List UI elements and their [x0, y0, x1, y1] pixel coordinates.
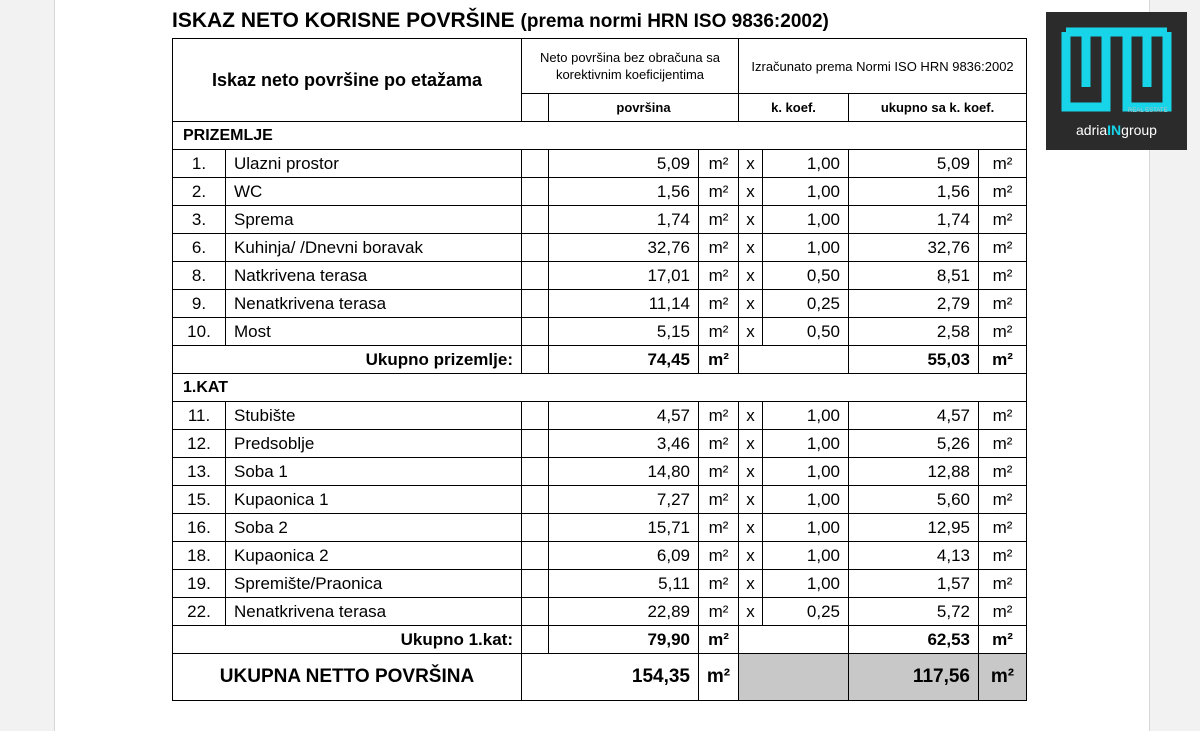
- room-name: Most: [226, 318, 522, 346]
- unit-label: m²: [699, 458, 739, 486]
- room-area: 11,14: [549, 290, 699, 318]
- unit-label: m²: [979, 178, 1027, 206]
- unit-label: m²: [699, 262, 739, 290]
- room-total: 5,26: [849, 430, 979, 458]
- room-coefficient: 1,00: [763, 234, 849, 262]
- blank-cell: [522, 346, 549, 374]
- unit-label: m²: [979, 150, 1027, 178]
- room-number: 11.: [173, 402, 226, 430]
- room-total: 8,51: [849, 262, 979, 290]
- header-blank-cell: [522, 94, 549, 122]
- unit-label: m²: [699, 318, 739, 346]
- unit-label: m²: [699, 206, 739, 234]
- room-name: Kupaonica 2: [226, 542, 522, 570]
- blank-cell: [522, 626, 549, 654]
- unit-label: m²: [699, 346, 739, 374]
- blank-cell: [522, 542, 549, 570]
- unit-label: m²: [979, 514, 1027, 542]
- title-subtitle: (prema normi HRN ISO 9836:2002): [520, 11, 829, 32]
- room-number: 13.: [173, 458, 226, 486]
- times-sign: x: [739, 150, 763, 178]
- table-row: [173, 458, 1027, 486]
- page-title: [172, 9, 829, 33]
- table-row: [173, 542, 1027, 570]
- room-coefficient: 0,50: [763, 318, 849, 346]
- times-sign: x: [739, 206, 763, 234]
- blank-cell: [522, 486, 549, 514]
- unit-label: m²: [979, 262, 1027, 290]
- times-sign: x: [739, 234, 763, 262]
- room-number: 15.: [173, 486, 226, 514]
- unit-label: m²: [979, 206, 1027, 234]
- blank-cell: [522, 290, 549, 318]
- room-name: Kuhinja/ /Dnevni boravak: [226, 234, 522, 262]
- room-total: 4,13: [849, 542, 979, 570]
- room-name: Stubište: [226, 402, 522, 430]
- times-sign: x: [739, 178, 763, 206]
- room-number: 12.: [173, 430, 226, 458]
- subtotal-area: 79,90: [549, 626, 699, 654]
- times-sign: x: [739, 290, 763, 318]
- header-col-povrsina: površina: [549, 94, 739, 122]
- title-main: ISKAZ NETO KORISNE POVRŠINE: [172, 9, 515, 32]
- times-sign: x: [739, 486, 763, 514]
- blank-cell: [522, 598, 549, 626]
- grand-total-area: 154,35: [522, 654, 699, 701]
- header-floor-title: Iskaz neto površine po etažama: [173, 39, 522, 122]
- unit-label: m²: [699, 598, 739, 626]
- room-area: 32,76: [549, 234, 699, 262]
- room-coefficient: 1,00: [763, 570, 849, 598]
- logo-tagline: REAL ESTATE: [1128, 108, 1168, 114]
- room-total: 2,58: [849, 318, 979, 346]
- section-row: [173, 374, 1027, 402]
- unit-label: m²: [979, 458, 1027, 486]
- room-number: 16.: [173, 514, 226, 542]
- times-sign: x: [739, 542, 763, 570]
- room-area: 5,09: [549, 150, 699, 178]
- subtotal-area: 74,45: [549, 346, 699, 374]
- blank-cell: [522, 318, 549, 346]
- room-number: 9.: [173, 290, 226, 318]
- subtotal-row: [173, 626, 1027, 654]
- subtotal-total: 62,53: [849, 626, 979, 654]
- unit-label: m²: [699, 402, 739, 430]
- room-total: 4,57: [849, 402, 979, 430]
- subtotal-label: Ukupno prizemlje:: [173, 346, 522, 374]
- blank-cell: [522, 430, 549, 458]
- unit-label: m²: [699, 150, 739, 178]
- room-coefficient: 0,25: [763, 598, 849, 626]
- room-coefficient: 1,00: [763, 402, 849, 430]
- times-sign: x: [739, 458, 763, 486]
- room-name: Nenatkrivena terasa: [226, 598, 522, 626]
- room-total: 1,57: [849, 570, 979, 598]
- room-area: 22,89: [549, 598, 699, 626]
- times-sign: x: [739, 570, 763, 598]
- unit-label: m²: [979, 654, 1027, 701]
- unit-label: m²: [699, 290, 739, 318]
- subtotal-row: [173, 346, 1027, 374]
- blank-cell: [739, 346, 849, 374]
- table-row: [173, 234, 1027, 262]
- room-total: 1,56: [849, 178, 979, 206]
- room-coefficient: 1,00: [763, 150, 849, 178]
- room-area: 3,46: [549, 430, 699, 458]
- times-sign: x: [739, 402, 763, 430]
- section-label: PRIZEMLJE: [173, 122, 1027, 150]
- area-table: [172, 38, 1027, 701]
- room-name: Natkrivena terasa: [226, 262, 522, 290]
- room-name: Kupaonica 1: [226, 486, 522, 514]
- room-total: 2,79: [849, 290, 979, 318]
- grand-total-label: UKUPNA NETTO POVRŠINA: [173, 654, 522, 701]
- table-row: [173, 206, 1027, 234]
- room-name: Nenatkrivena terasa: [226, 290, 522, 318]
- room-area: 5,11: [549, 570, 699, 598]
- times-sign: x: [739, 262, 763, 290]
- room-number: 8.: [173, 262, 226, 290]
- unit-label: m²: [979, 570, 1027, 598]
- room-coefficient: 1,00: [763, 430, 849, 458]
- blank-cell: [522, 570, 549, 598]
- unit-label: m²: [979, 542, 1027, 570]
- room-total: 12,88: [849, 458, 979, 486]
- table-row: [173, 598, 1027, 626]
- room-area: 7,27: [549, 486, 699, 514]
- room-number: 6.: [173, 234, 226, 262]
- unit-label: m²: [699, 626, 739, 654]
- subtotal-total: 55,03: [849, 346, 979, 374]
- room-name: Ulazni prostor: [226, 150, 522, 178]
- unit-label: m²: [699, 178, 739, 206]
- room-number: 2.: [173, 178, 226, 206]
- table-row: [173, 570, 1027, 598]
- blank-cell: [522, 514, 549, 542]
- section-label: 1.KAT: [173, 374, 1027, 402]
- room-number: 18.: [173, 542, 226, 570]
- unit-label: m²: [979, 626, 1027, 654]
- blank-cell: [522, 262, 549, 290]
- table-row: [173, 486, 1027, 514]
- room-coefficient: 1,00: [763, 514, 849, 542]
- room-number: 19.: [173, 570, 226, 598]
- room-total: 32,76: [849, 234, 979, 262]
- unit-label: m²: [979, 290, 1027, 318]
- room-total: 5,60: [849, 486, 979, 514]
- room-coefficient: 1,00: [763, 206, 849, 234]
- blank-cell: [522, 178, 549, 206]
- room-coefficient: 1,00: [763, 458, 849, 486]
- table-row: [173, 402, 1027, 430]
- room-coefficient: 1,00: [763, 486, 849, 514]
- logo-text: adriaINgroup: [1076, 122, 1157, 138]
- table-row: [173, 318, 1027, 346]
- room-area: 1,56: [549, 178, 699, 206]
- room-coefficient: 1,00: [763, 178, 849, 206]
- room-area: 5,15: [549, 318, 699, 346]
- header-neto: Neto površina bez obračuna sa korektivnim koeficijentima: [522, 39, 739, 94]
- room-area: 1,74: [549, 206, 699, 234]
- unit-label: m²: [699, 654, 739, 701]
- blank-cell: [522, 234, 549, 262]
- company-logo: [1046, 12, 1187, 150]
- room-number: 1.: [173, 150, 226, 178]
- grey-cell: [739, 654, 849, 701]
- room-area: 17,01: [549, 262, 699, 290]
- unit-label: m²: [699, 430, 739, 458]
- blank-cell: [522, 206, 549, 234]
- times-sign: x: [739, 514, 763, 542]
- room-area: 15,71: [549, 514, 699, 542]
- table-row: [173, 262, 1027, 290]
- unit-label: m²: [979, 346, 1027, 374]
- unit-label: m²: [979, 402, 1027, 430]
- grand-total-row: [173, 654, 1027, 701]
- room-area: 4,57: [549, 402, 699, 430]
- header-iso: Izračunato prema Normi ISO HRN 9836:2002: [739, 39, 1027, 94]
- unit-label: m²: [699, 514, 739, 542]
- unit-label: m²: [979, 486, 1027, 514]
- room-area: 14,80: [549, 458, 699, 486]
- blank-cell: [522, 150, 549, 178]
- room-total: 1,74: [849, 206, 979, 234]
- room-area: 6,09: [549, 542, 699, 570]
- section-row: [173, 122, 1027, 150]
- room-number: 3.: [173, 206, 226, 234]
- unit-label: m²: [979, 318, 1027, 346]
- room-name: Spremište/Praonica: [226, 570, 522, 598]
- room-total: 12,95: [849, 514, 979, 542]
- room-name: WC: [226, 178, 522, 206]
- header-col-ukupno: ukupno sa k. koef.: [849, 94, 1027, 122]
- unit-label: m²: [979, 430, 1027, 458]
- unit-label: m²: [699, 542, 739, 570]
- table-row: [173, 150, 1027, 178]
- room-coefficient: 0,50: [763, 262, 849, 290]
- times-sign: x: [739, 318, 763, 346]
- room-name: Predsoblje: [226, 430, 522, 458]
- times-sign: x: [739, 430, 763, 458]
- room-coefficient: 1,00: [763, 542, 849, 570]
- unit-label: m²: [699, 570, 739, 598]
- table-row: [173, 290, 1027, 318]
- unit-label: m²: [699, 234, 739, 262]
- room-name: Sprema: [226, 206, 522, 234]
- table-row: [173, 430, 1027, 458]
- room-total: 5,09: [849, 150, 979, 178]
- blank-cell: [522, 458, 549, 486]
- grand-total-value: 117,56: [849, 654, 979, 701]
- room-total: 5,72: [849, 598, 979, 626]
- room-number: 10.: [173, 318, 226, 346]
- table-row: [173, 514, 1027, 542]
- room-coefficient: 0,25: [763, 290, 849, 318]
- blank-cell: [522, 402, 549, 430]
- room-number: 22.: [173, 598, 226, 626]
- table-row: [173, 178, 1027, 206]
- subtotal-label: Ukupno 1.kat:: [173, 626, 522, 654]
- room-name: Soba 1: [226, 458, 522, 486]
- unit-label: m²: [979, 234, 1027, 262]
- unit-label: m²: [979, 598, 1027, 626]
- room-name: Soba 2: [226, 514, 522, 542]
- header-col-kkoef: k. koef.: [739, 94, 849, 122]
- times-sign: x: [739, 598, 763, 626]
- unit-label: m²: [699, 486, 739, 514]
- blank-cell: [739, 626, 849, 654]
